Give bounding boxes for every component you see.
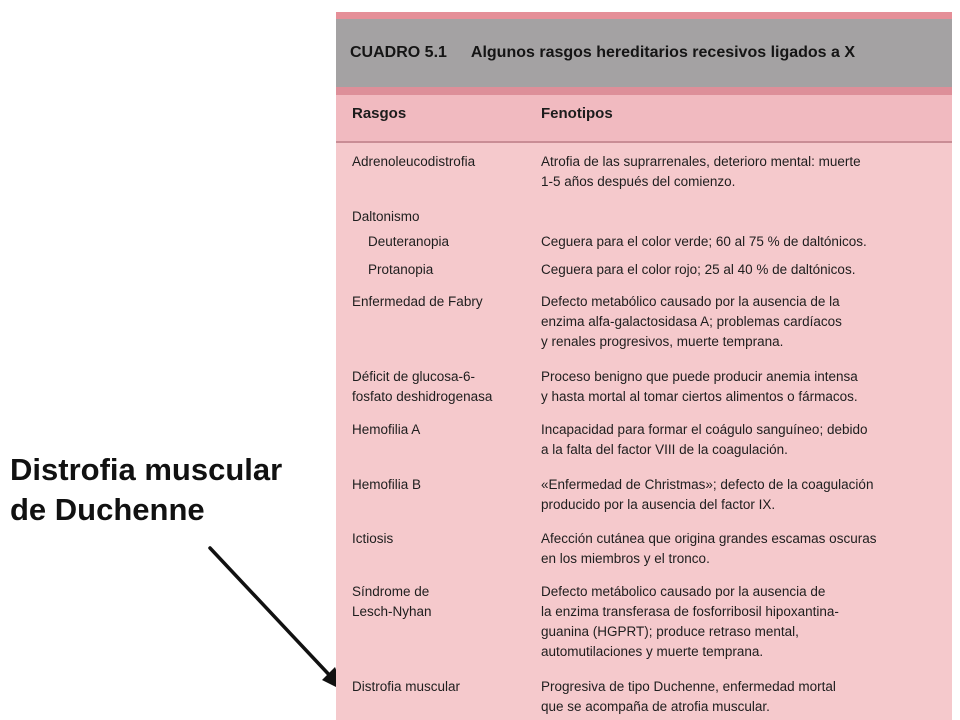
phenotype-cell	[541, 152, 946, 192]
phenotype-text: Incapacidad para formar el coágulo sanguíneo; debido	[541, 422, 868, 437]
trait-cell	[368, 232, 548, 252]
phenotype-text: guanina (HGPRT); produce retraso mental,	[541, 624, 799, 639]
phenotype-text: Atrofia de las suprarrenales, deterioro mental: muerte	[541, 154, 861, 169]
trait-cell	[352, 367, 532, 407]
callout-line-1: Distrofia muscular	[10, 452, 283, 487]
phenotype-text: Ceguera para el color verde; 60 al 75 % de daltónicos.	[541, 234, 867, 249]
header-rule	[336, 141, 952, 143]
phenotype-text: en los miembros y el tronco.	[541, 551, 710, 566]
phenotype-text: a la falta del factor VIII de la coagulación.	[541, 442, 788, 457]
phenotype-cell	[541, 260, 946, 280]
table-header-band	[336, 19, 952, 87]
trait-cell	[352, 529, 532, 549]
column-header-phenotypes: Fenotipos	[541, 105, 613, 122]
phenotype-text: automutilaciones y muerte temprana.	[541, 644, 764, 659]
phenotype-text: y hasta mortal al tomar ciertos alimentos o fármacos.	[541, 389, 858, 404]
trait-cell	[352, 677, 532, 697]
trait-text: Adrenoleucodistrofia	[352, 154, 476, 169]
trait-text: Lesch-Nyhan	[352, 604, 432, 619]
phenotype-text: Progresiva de tipo Duchenne, enfermedad mortal	[541, 679, 836, 694]
trait-cell	[352, 420, 532, 440]
trait-cell	[352, 292, 532, 312]
column-header-traits: Rasgos	[352, 105, 407, 122]
phenotype-text: la enzima transferasa de fosforribosil hipoxantina-	[541, 604, 839, 619]
textbook-page	[336, 12, 952, 720]
trait-text: Hemofilia B	[352, 477, 422, 492]
trait-cell	[352, 152, 532, 172]
phenotype-cell	[541, 677, 946, 717]
phenotype-text: Defecto metábolico causado por la ausencia de	[541, 584, 826, 599]
phenotype-text: enzima alfa-galactosidasa A; problemas cardíacos	[541, 314, 842, 329]
trait-cell	[352, 207, 532, 227]
callout-line-2: de Duchenne	[10, 492, 205, 527]
trait-text: Ictiosis	[352, 531, 394, 546]
phenotype-text: 1-5 años después del comienzo.	[541, 174, 736, 189]
trait-cell	[368, 260, 548, 280]
trait-text: Enfermedad de Fabry	[352, 294, 483, 309]
phenotype-text: y renales progresivos, muerte temprana.	[541, 334, 784, 349]
phenotype-text: «Enfermedad de Christmas»; defecto de la coagulación	[541, 477, 874, 492]
phenotype-text: Ceguera para el color rojo; 25 al 40 % de daltónicos.	[541, 262, 856, 277]
phenotype-cell	[541, 529, 946, 569]
table-number: CUADRO 5.1	[350, 44, 447, 61]
phenotype-cell	[541, 232, 946, 252]
phenotype-text: Afección cutánea que origina grandes escamas oscuras	[541, 531, 877, 546]
phenotype-cell	[541, 582, 946, 662]
phenotype-cell	[541, 475, 946, 515]
phenotype-text: producido por la ausencia del factor IX.	[541, 497, 776, 512]
phenotype-cell	[541, 420, 946, 460]
phenotype-cell	[541, 367, 946, 407]
trait-text: fosfato deshidrogenasa	[352, 389, 493, 404]
phenotype-cell	[541, 292, 946, 352]
trait-text: Deuteranopia	[368, 234, 450, 249]
table-title: Algunos rasgos hereditarios recesivos ligados a X	[470, 44, 856, 61]
phenotype-text: Proceso benigno que puede producir anemia intensa	[541, 369, 858, 384]
trait-cell	[352, 475, 532, 495]
trait-text: Síndrome de	[352, 584, 430, 599]
phenotype-text: que se acompaña de atrofia muscular.	[541, 699, 770, 714]
trait-text: Protanopia	[368, 262, 434, 277]
trait-text: Daltonismo	[352, 209, 420, 224]
phenotype-text: Defecto metabólico causado por la ausencia de la	[541, 294, 840, 309]
pointer-arrow-icon	[200, 540, 350, 700]
trait-text: Distrofia muscular	[352, 679, 461, 694]
trait-cell	[352, 582, 532, 622]
trait-text: Déficit de glucosa-6-	[352, 369, 476, 384]
top-color-strip	[336, 12, 952, 19]
header-underline-band	[336, 87, 952, 95]
trait-text: Hemofilia A	[352, 422, 421, 437]
callout-label	[10, 450, 282, 530]
column-headers	[336, 95, 952, 141]
